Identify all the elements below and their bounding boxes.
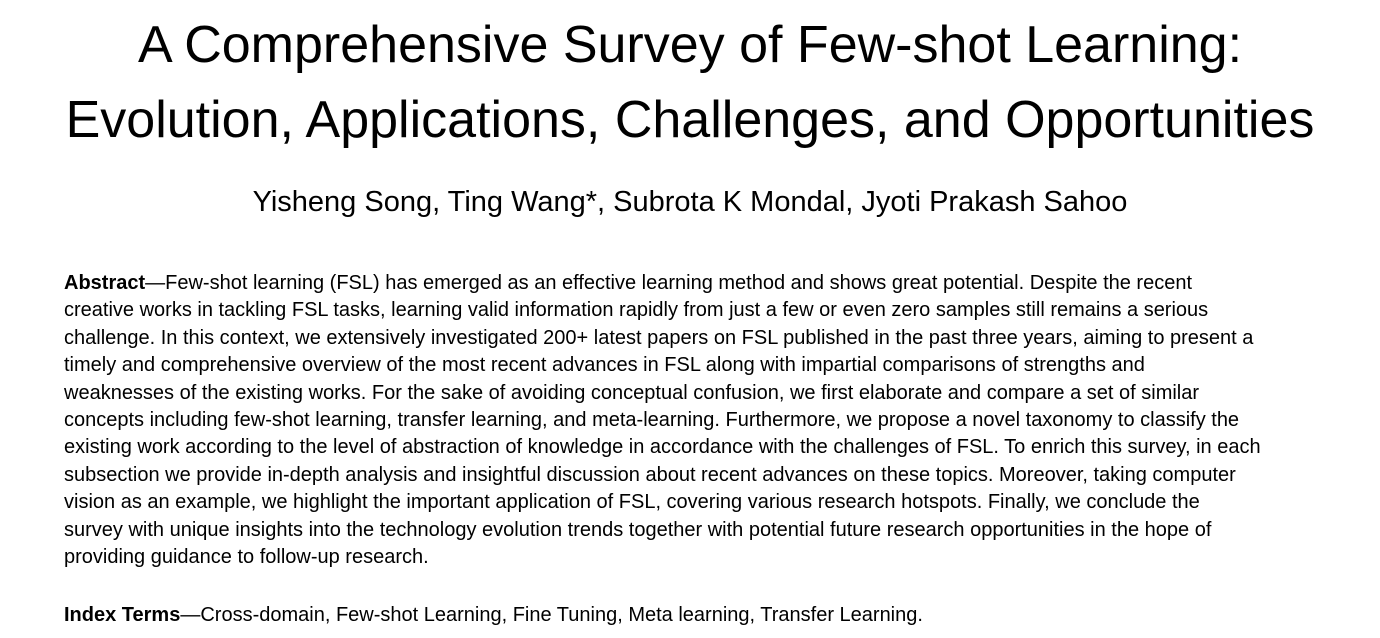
index-terms — [64, 602, 1354, 629]
paper-title-line-1: A Comprehensive Survey of Few-shot Learning: — [137, 16, 1243, 74]
abstract-line: concepts including few-shot learning, transfer learning, and meta-learning. Furthermore, we propose a novel taxonomy to classify the — [64, 409, 1240, 432]
abstract-line: vision as an example, we highlight the important application of FSL, covering various research hotspots. Finally, we conclude the — [64, 491, 1200, 514]
abstract-line: challenge. In this context, we extensively investigated 200+ latest papers on FSL published in the past three years, aiming to present a — [64, 326, 1254, 349]
paper-title — [0, 8, 1380, 158]
paper-title-line-2: Evolution, Applications, Challenges, and Opportunities — [65, 91, 1315, 149]
index-terms-label: Index Terms — [64, 604, 181, 626]
abstract-line: weaknesses of the existing works. For the sake of avoiding conceptual confusion, we first elaborate and compare a set of similar — [64, 381, 1200, 404]
abstract-line: creative works in tackling FSL tasks, learning valid information rapidly from just a few or even zero samples still remains a serious — [64, 299, 1209, 322]
abstract-text: —Few-shot learning (FSL) has emerged as an effective learning method and shows great potential. Despite the recent — [145, 272, 1193, 294]
abstract-line: existing work according to the level of abstraction of knowledge in accordance with the challenges of FSL. To enrich this survey, in each — [64, 436, 1261, 459]
abstract-line-1 — [64, 270, 1354, 297]
abstract-line: timely and comprehensive overview of the most recent advances in FSL along with impartial comparisons of strengths and — [64, 354, 1145, 377]
abstract-line: providing guidance to follow-up research. — [64, 546, 429, 569]
abstract — [64, 270, 1354, 571]
index-terms-text: —Cross-domain, Few-shot Learning, Fine Tuning, Meta learning, Transfer Learning. — [180, 604, 923, 626]
author-list: Yisheng Song, Ting Wang*, Subrota K Mondal, Jyoti Prakash Sahoo — [252, 186, 1128, 218]
abstract-line: survey with unique insights into the technology evolution trends together with potential future research opportunities in the hope of — [64, 518, 1212, 541]
abstract-line: subsection we provide in-depth analysis and insightful discussion about recent advances on these topics. Moreover, taking computer — [64, 463, 1236, 486]
abstract-label: Abstract — [64, 272, 146, 294]
